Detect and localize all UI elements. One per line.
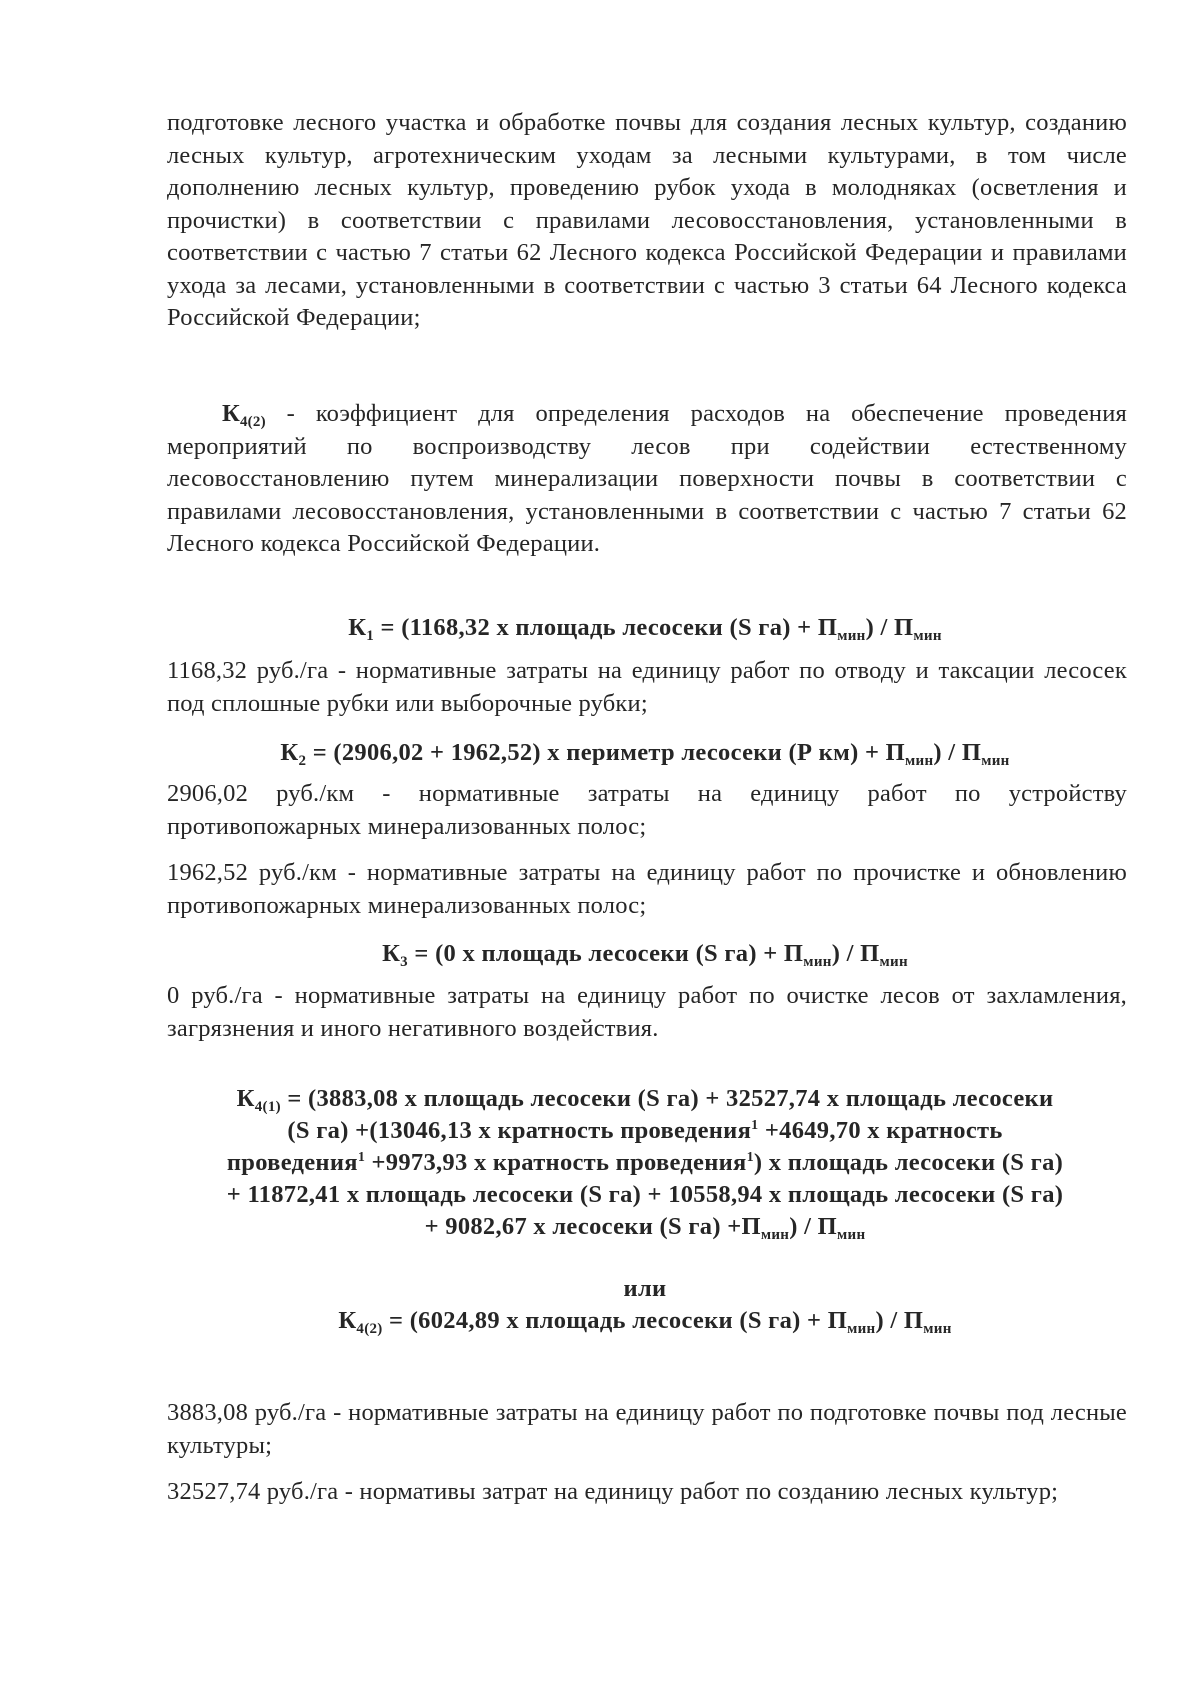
formula-k4-1-line-4: + 11872,41 х площадь лесосеки (S га) + 10558,94 х площадь лесосеки (S га) xyxy=(226,1181,1064,1208)
formula-k1: $К_1 = (1168,32$ х площадь лесосеки (S $га) + П_{мин}) / П_{мин}$ xyxy=(348,614,942,644)
k4-2-subscript: 4(2) xyxy=(239,414,266,430)
formula-k4-1-line-5: + 9082,67 х лесосеки (S $га) +П_{мин}) / П_{мин}$ xyxy=(424,1213,866,1243)
footnote-mark: 1 xyxy=(746,1150,754,1165)
footnote-mark: 1 xyxy=(357,1150,366,1165)
note-k1-allotment-cost: 1168,32 руб./га - нормативные затраты на единицу работ по отводу и таксации лесосек под сплошные рубки или выборочные рубки; xyxy=(167,657,1127,717)
formula-k4-1-line-2: (S га) +(13046,13 х кратность проведения$^1$ +4649,70 х кратность xyxy=(287,1117,1003,1144)
k4-2-definition-text: - коэффициент для определения расходов на обеспечение проведения мероприятий по воспроизводству лесов при содействии естественному лесовосстановлению путем минерализации поверхности почвы в соответствии с правилами лесовосстановления, установленными в соответствии с частью 7 статьи 62 Лесного кодекса Российской Федерации. xyxy=(167,400,1127,557)
formula-k4-1-line-1: $К_{4(1)} = (3883,08$ х площадь лесосеки (S га) + 32527,74 х площадь лесосеки xyxy=(236,1085,1054,1115)
paragraph-k4-2-definition xyxy=(167,398,1127,561)
note-k4-1-soil-preparation: 3883,08 руб./га - нормативные затраты на единицу работ по подготовке почвы под лесные культуры; xyxy=(167,1399,1127,1459)
footnote-mark: 1 xyxy=(751,1118,759,1133)
formula-k3: $К_3 = (0$ х площадь лесосеки (S $га) + П_{мин}) / П_{мин}$ xyxy=(382,940,908,970)
k4-2-symbol: $К_{4(2)}$ xyxy=(222,400,266,430)
formula-k4-1 xyxy=(150,1083,1140,1243)
paragraph-reforestation-activities xyxy=(167,107,1127,335)
or-separator: или xyxy=(623,1275,667,1302)
formula-k4-1-line-3: проведения$^1$ +9973,93 х кратность проведения$^1$) х площадь лесосеки (S га) xyxy=(226,1149,1064,1176)
formula-k4-2: $К_{4(2)} = (6024,89$ х площадь лесосеки (S $га) + П_{мин}) / П_{мин}$ xyxy=(338,1307,952,1337)
note-k2-firebreak-construction: 2906,02 руб./км - нормативные затраты на единицу работ по устройству противопожарных минерализованных полос; xyxy=(167,780,1127,840)
note-k4-1-forest-creation: 32527,74 руб./га - нормативы затрат на единицу работ по созданию лесных культур; xyxy=(167,1478,1059,1505)
note-k2-firebreak-renewal: 1962,52 руб./км - нормативные затраты на единицу работ по прочистке и обновлению противопожарных минерализованных полос; xyxy=(167,859,1127,919)
paragraph-text: подготовке лесного участка и обработке почвы для создания лесных культур, созданию лесных культур, агротехническим уходам за лесными культурами, в том числе дополнению лесных культур, проведению рубок ухода в молодняках (осветления и прочистки) в соответствии с правилами лесовосстановления, установленными в соответствии с частью 7 статьи 62 Лесного кодекса Российской Федерации и правилами ухода за лесами, установленными в соответствии с частью 3 статьи 64 Лесного кодекса Российской Федерации; xyxy=(167,109,1127,331)
formula-k2: $К_2 = (2906,02 + 1962,52)$ х периметр лесосеки (Р $км) + П_{мин}) / П_{мин}$ xyxy=(280,739,1010,769)
note-k3-forest-cleanup: 0 руб./га - нормативные затраты на единицу работ по очистке лесов от захламления, загрязнения и иного негативного воздействия. xyxy=(167,982,1127,1042)
